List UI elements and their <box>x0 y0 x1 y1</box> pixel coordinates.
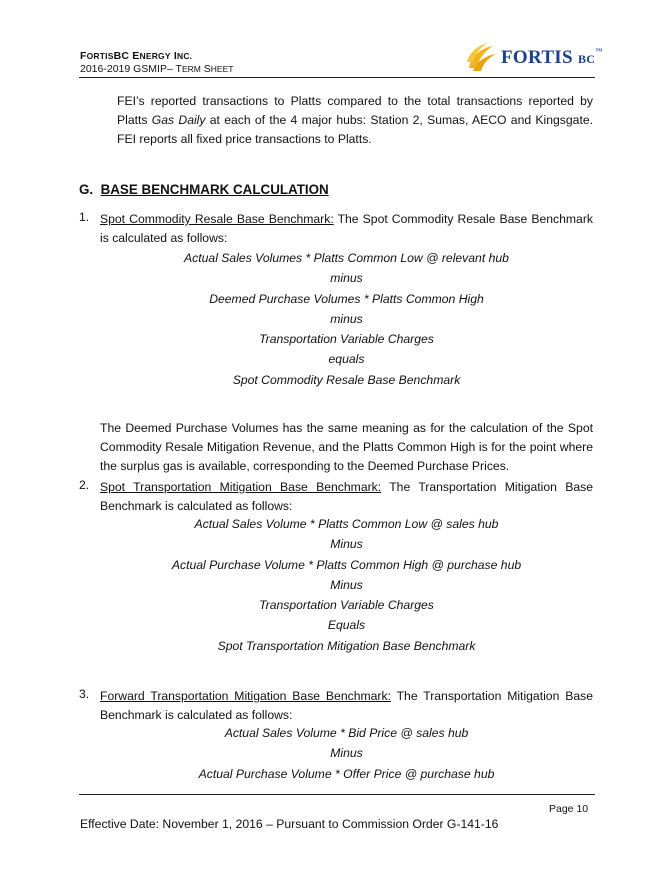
formula-spot-commodity-resale <box>100 248 593 390</box>
item-number: 1. <box>79 210 90 224</box>
item-spot-commodity-resale: Spot Commodity Resale Base Benchmark: The Spot Commodity Resale Base Benchmark is calculated as follows: <box>100 212 593 245</box>
formula-forward-transportation-mitigation <box>100 723 593 784</box>
document-subtitle: 2016-2019 GSMIP– TERM SHEET <box>80 63 234 75</box>
formula-line: Actual Sales Volume * Platts Common Low @ sales hub <box>194 517 499 531</box>
formula-line: Equals <box>327 618 366 633</box>
formula-line: Minus <box>330 746 363 761</box>
effective-date: Effective Date: November 1, 2016 – Pursuant to Commission Order G-141-16 <box>80 817 499 831</box>
formula-line: equals <box>328 352 365 367</box>
formula-spot-transportation-mitigation <box>100 514 593 656</box>
company-name: FORTISBC ENERGY INC. <box>80 50 193 62</box>
page-number: Page 10 <box>549 803 589 815</box>
item-number: 3. <box>79 687 90 701</box>
logo-text: FORTIS BC™ <box>501 47 603 68</box>
item-spot-transportation-mitigation: Spot Transportation Mitigation Base Benchmark: The Transportation Mitigation Base Benchmark is calculated as follows: <box>100 480 593 513</box>
formula-line: Transportation Variable Charges <box>259 332 434 347</box>
formula-line: Actual Sales Volume * Bid Price @ sales hub <box>224 726 469 740</box>
fortisbc-logo <box>463 40 603 74</box>
intro-paragraph: FEI’s reported transactions to Platts compared to the total transactions reported by Platts Gas Daily at each of the 4 major hubs: Station 2, Sumas, AECO and Kingsgate. FEI reports all fixed price transactions to Platts. <box>117 94 593 146</box>
item-note-paragraph: The Deemed Purchase Volumes has the same meaning as for the calculation of the Spot Commodity Resale Mitigation Revenue, and the Platts Common High is for the point where the surplus gas is available, corresponding to the Deemed Purchase Prices. <box>100 421 593 473</box>
formula-line: Minus <box>330 537 363 552</box>
formula-line: Actual Sales Volumes * Platts Common Low @ relevant hub <box>184 251 509 265</box>
section-heading: G. BASE BENCHMARK CALCULATION <box>79 182 329 197</box>
formula-line: Spot Transportation Mitigation Base Benchmark <box>217 638 476 653</box>
flame-icon <box>463 40 499 74</box>
formula-line: Actual Purchase Volume * Platts Common High @ purchase hub <box>171 557 522 572</box>
formula-line: Transportation Variable Charges <box>259 598 434 613</box>
formula-line: minus <box>330 311 363 326</box>
formula-line: Spot Commodity Resale Base Benchmark <box>232 372 461 387</box>
header-rule <box>79 77 595 78</box>
footer-rule <box>79 794 595 795</box>
formula-line: Minus <box>330 577 363 592</box>
item-number: 2. <box>79 478 90 492</box>
formula-line: Deemed Purchase Volumes * Platts Common High <box>209 291 484 306</box>
item-forward-transportation-mitigation: Forward Transportation Mitigation Base Benchmark: The Transportation Mitigation Base Benchmark is calculated as follows: <box>100 689 593 722</box>
formula-line: minus <box>330 271 363 286</box>
formula-line: Actual Purchase Volume * Offer Price @ purchase hub <box>198 766 495 781</box>
